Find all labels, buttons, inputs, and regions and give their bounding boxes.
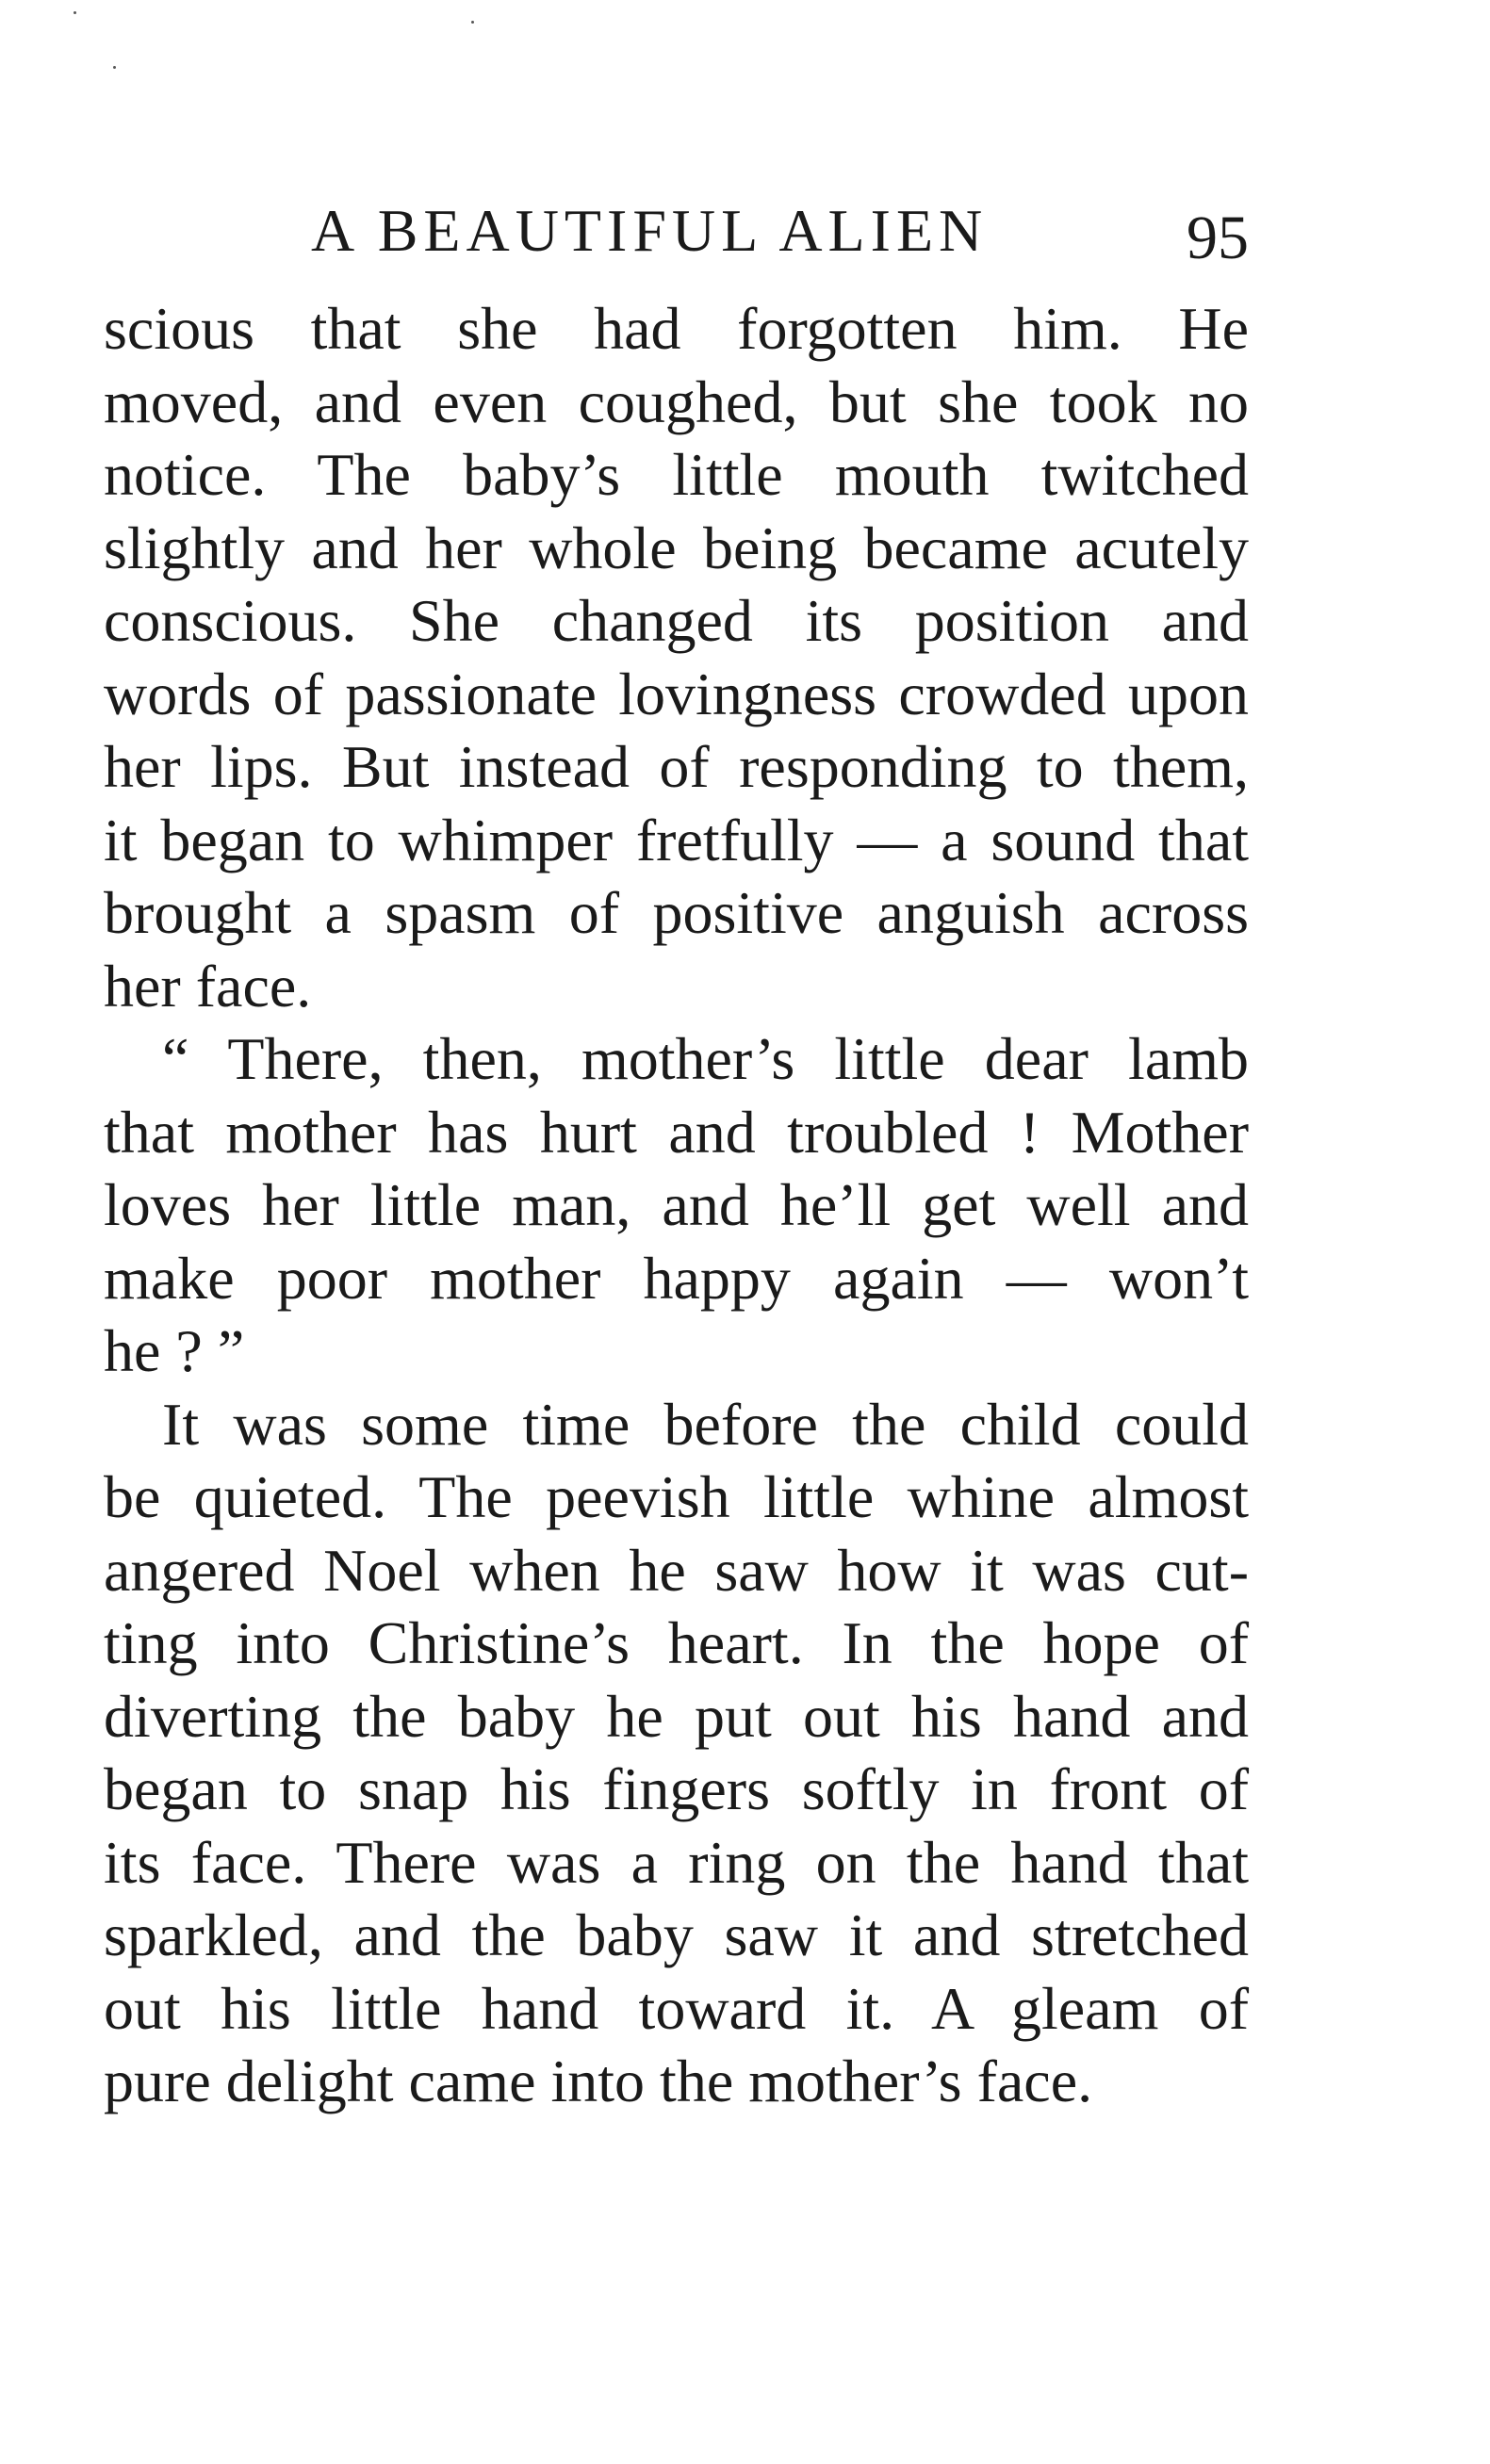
text-line: be quieted. The peevish little whine almost (104, 1463, 1249, 1530)
body-text (104, 292, 1249, 2118)
text-line: her face. (104, 952, 312, 1020)
text-line: diverting the baby he put out his hand and (104, 1682, 1249, 1750)
text-line: words of passionate lovingness crowded upon (104, 660, 1249, 727)
text-line: brought a spasm of positive anguish across (104, 879, 1249, 946)
text-line: he ? ” (104, 1317, 245, 1384)
text-line: angered Noel when he saw how it was cut- (104, 1536, 1249, 1604)
paragraph (104, 1022, 1249, 1388)
text-line: pure delight came into the mother’s face. (104, 2048, 1093, 2114)
text-line: began to snap his fingers softly in front of (104, 1755, 1249, 1822)
text-line: “ There, then, mother’s little dear lamb (162, 1025, 1249, 1092)
text-line: that mother has hurt and troubled ! Mother (104, 1098, 1249, 1166)
text-line: her lips. But instead of responding to them, (104, 733, 1249, 800)
paragraph (104, 292, 1249, 1022)
text-line: its face. There was a ring on the hand that (104, 1828, 1249, 1896)
text-line: it began to whimper fretfully — a sound that (104, 806, 1249, 873)
text-line: sparkled, and the baby saw it and stretched (104, 1901, 1249, 1968)
paragraph (104, 1388, 1249, 2118)
text-line: moved, and even coughed, but she took no (104, 367, 1249, 435)
text-line: make poor mother happy again — won’t (104, 1244, 1249, 1312)
text-line: out his little hand toward it. A gleam of (104, 1974, 1249, 2042)
running-header (104, 188, 1249, 273)
text-line: loves her little man, and he’ll get well and (104, 1171, 1249, 1238)
text-line: It was some time before the child could (162, 1390, 1249, 1458)
running-title: A BEAUTIFUL ALIEN (311, 197, 989, 264)
paper-speck (471, 21, 474, 24)
text-line: slightly and her whole being became acutely (104, 514, 1249, 581)
text-line: notice. The baby’s little mouth twitched (104, 441, 1249, 508)
text-line: conscious. She changed its position and (104, 587, 1249, 654)
page-number: 95 (1187, 204, 1249, 272)
text-line: ting into Christine’s heart. In the hope of (104, 1609, 1249, 1676)
paper-speck (74, 11, 76, 14)
text-line: scious that she had forgotten him. He (104, 295, 1249, 362)
paper-speck (113, 66, 116, 69)
